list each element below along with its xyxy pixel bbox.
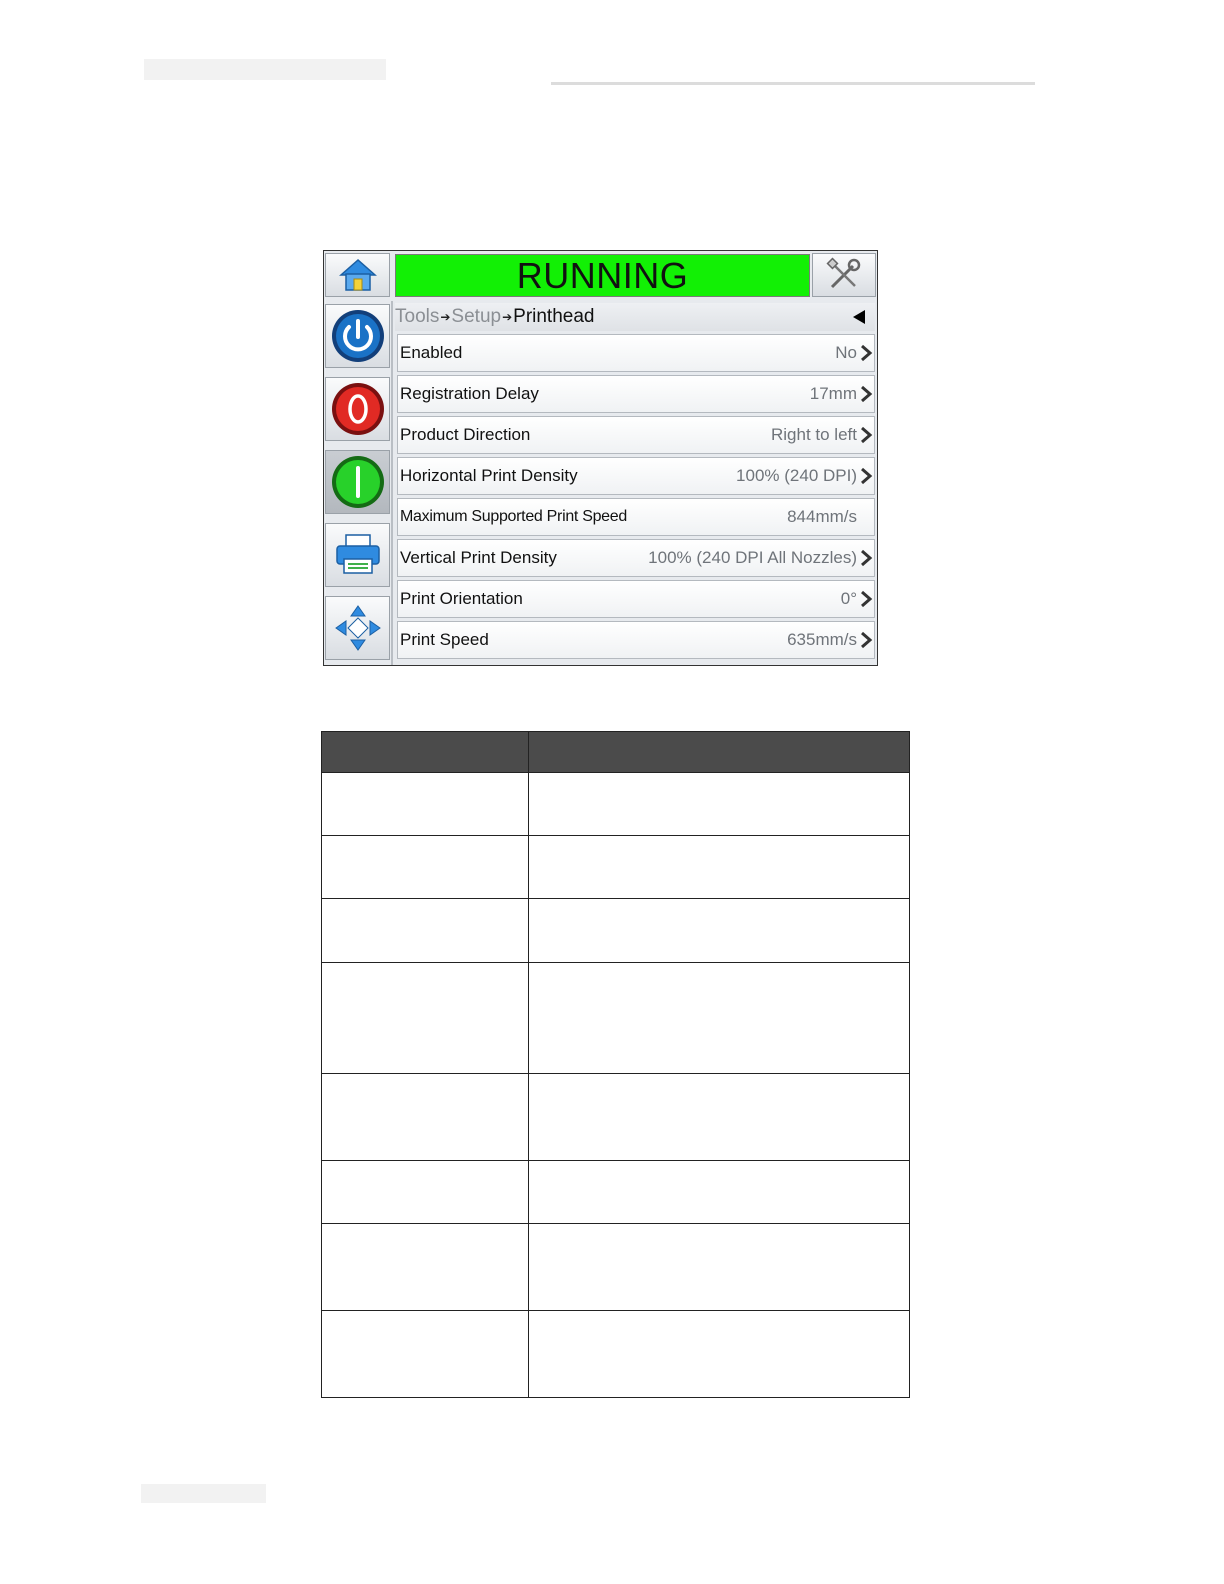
setting-value: 100% (240 DPI All Nozzles) xyxy=(648,548,857,567)
printer-icon xyxy=(334,533,382,577)
power-button[interactable] xyxy=(325,304,390,368)
table-row-divider xyxy=(322,1073,909,1074)
breadcrumb-item-printhead: Printhead xyxy=(513,306,595,327)
start-button[interactable] xyxy=(325,450,390,514)
breadcrumb xyxy=(395,303,875,331)
chevron-right-icon xyxy=(859,467,873,485)
settings-description-table xyxy=(321,731,910,1398)
setting-row-print-speed[interactable] xyxy=(397,621,875,659)
header-rule xyxy=(551,82,1035,85)
table-row-divider xyxy=(322,1160,909,1161)
home-icon xyxy=(339,257,377,293)
table-header xyxy=(322,732,909,772)
setting-value: 100% (240 DPI) xyxy=(736,466,857,485)
chevron-right-icon xyxy=(859,426,873,444)
tools-icon xyxy=(826,257,862,293)
footer-text-placeholder xyxy=(141,1484,266,1503)
table-row-divider xyxy=(322,1310,909,1311)
printer-screen xyxy=(323,250,878,666)
breadcrumb-arrow-icon: ➔ xyxy=(502,310,513,324)
table-row-divider xyxy=(322,835,909,836)
setting-label: Product Direction xyxy=(400,425,531,444)
start-icon xyxy=(330,454,386,510)
breadcrumb-item-setup[interactable]: Setup xyxy=(451,306,502,327)
table-column-divider xyxy=(528,732,529,1397)
print-button[interactable] xyxy=(325,523,390,587)
status-indicator: RUNNING xyxy=(395,254,810,297)
setting-row-max-supported-print-speed xyxy=(397,498,875,536)
back-triangle-icon[interactable] xyxy=(853,310,865,324)
chevron-right-icon xyxy=(859,344,873,362)
setting-value: 844mm/s xyxy=(787,507,857,526)
header-text-placeholder xyxy=(144,59,386,80)
setting-label: Registration Delay xyxy=(400,384,539,403)
setting-row-enabled[interactable] xyxy=(397,334,875,372)
home-button[interactable] xyxy=(325,253,390,297)
setting-label: Print Orientation xyxy=(400,589,523,608)
breadcrumb-arrow-icon: ➔ xyxy=(440,310,451,324)
setting-row-horizontal-print-density[interactable] xyxy=(397,457,875,495)
table-row-divider xyxy=(322,898,909,899)
setting-row-registration-delay[interactable] xyxy=(397,375,875,413)
table-row-divider xyxy=(322,1223,909,1224)
tools-button[interactable] xyxy=(812,253,876,297)
setting-value: 17mm xyxy=(809,384,857,403)
stop-icon xyxy=(330,381,386,437)
setting-row-vertical-print-density[interactable] xyxy=(397,539,875,577)
chevron-right-icon xyxy=(859,549,873,567)
setting-label: Vertical Print Density xyxy=(400,548,557,567)
setting-label: Maximum Supported Print Speed xyxy=(400,508,627,525)
navigation-button[interactable] xyxy=(325,596,390,660)
chevron-right-icon xyxy=(859,385,873,403)
setting-label: Horizontal Print Density xyxy=(400,466,578,485)
sidebar-divider xyxy=(391,301,393,665)
power-icon xyxy=(330,308,386,364)
navigation-arrows-icon xyxy=(334,604,382,652)
setting-row-product-direction[interactable] xyxy=(397,416,875,454)
table-row-divider xyxy=(322,962,909,963)
setting-label: Print Speed xyxy=(400,630,489,649)
setting-value: 0° xyxy=(840,589,857,608)
setting-value: No xyxy=(835,343,857,362)
breadcrumb-item-tools[interactable]: Tools xyxy=(395,306,440,327)
setting-label: Enabled xyxy=(400,343,463,362)
chevron-right-icon xyxy=(859,631,873,649)
setting-value: Right to left xyxy=(771,425,857,444)
stop-button[interactable] xyxy=(325,377,390,441)
setting-row-print-orientation[interactable] xyxy=(397,580,875,618)
table-row-divider xyxy=(322,772,909,773)
chevron-right-icon xyxy=(859,590,873,608)
setting-value: 635mm/s xyxy=(787,630,857,649)
